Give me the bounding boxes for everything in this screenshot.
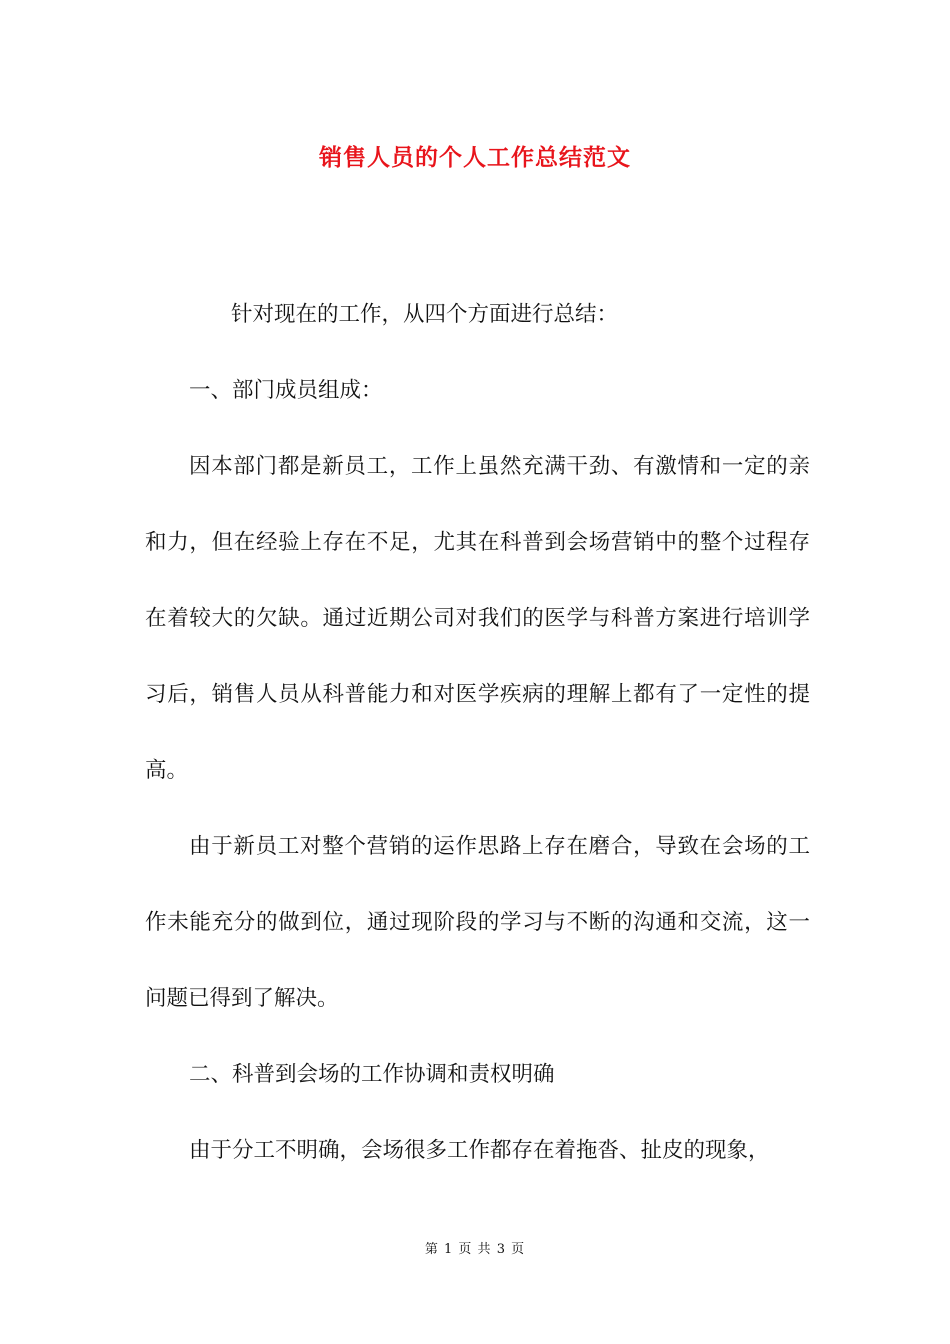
- section-heading-2: 二、科普到会场的工作协调和责权明确: [189, 1062, 555, 1087]
- paragraph-2: 由于新员工对整个营销的运作思路上存在磨合，导致在会场的工作未能充分的做到位，通过现阶段的学习与不断的沟通和交流，这一问题已得到了解决。: [145, 834, 810, 1011]
- section-heading-1: 一、部门成员组成：: [189, 378, 383, 403]
- intro-paragraph: 针对现在的工作，从四个方面进行总结：: [231, 302, 619, 327]
- paragraph-3: 由于分工不明确，会场很多工作都存在着拖沓、扯皮的现象，: [189, 1138, 770, 1163]
- page-number-footer: 第 1 页 共 3 页: [424, 1242, 526, 1257]
- document-body: [145, 277, 810, 1189]
- document-title: 销售人员的个人工作总结范文: [319, 144, 631, 171]
- paragraph-1: 因本部门都是新员工，工作上虽然充满干劲、有激情和一定的亲和力，但在经验上存在不足，尤其在科普到会场营销中的整个过程存在着较大的欠缺。通过近期公司对我们的医学与科普方案进行培训学习后，销售人员从科普能力和对医学疾病的理解上都有了一定性的提高。: [145, 454, 810, 783]
